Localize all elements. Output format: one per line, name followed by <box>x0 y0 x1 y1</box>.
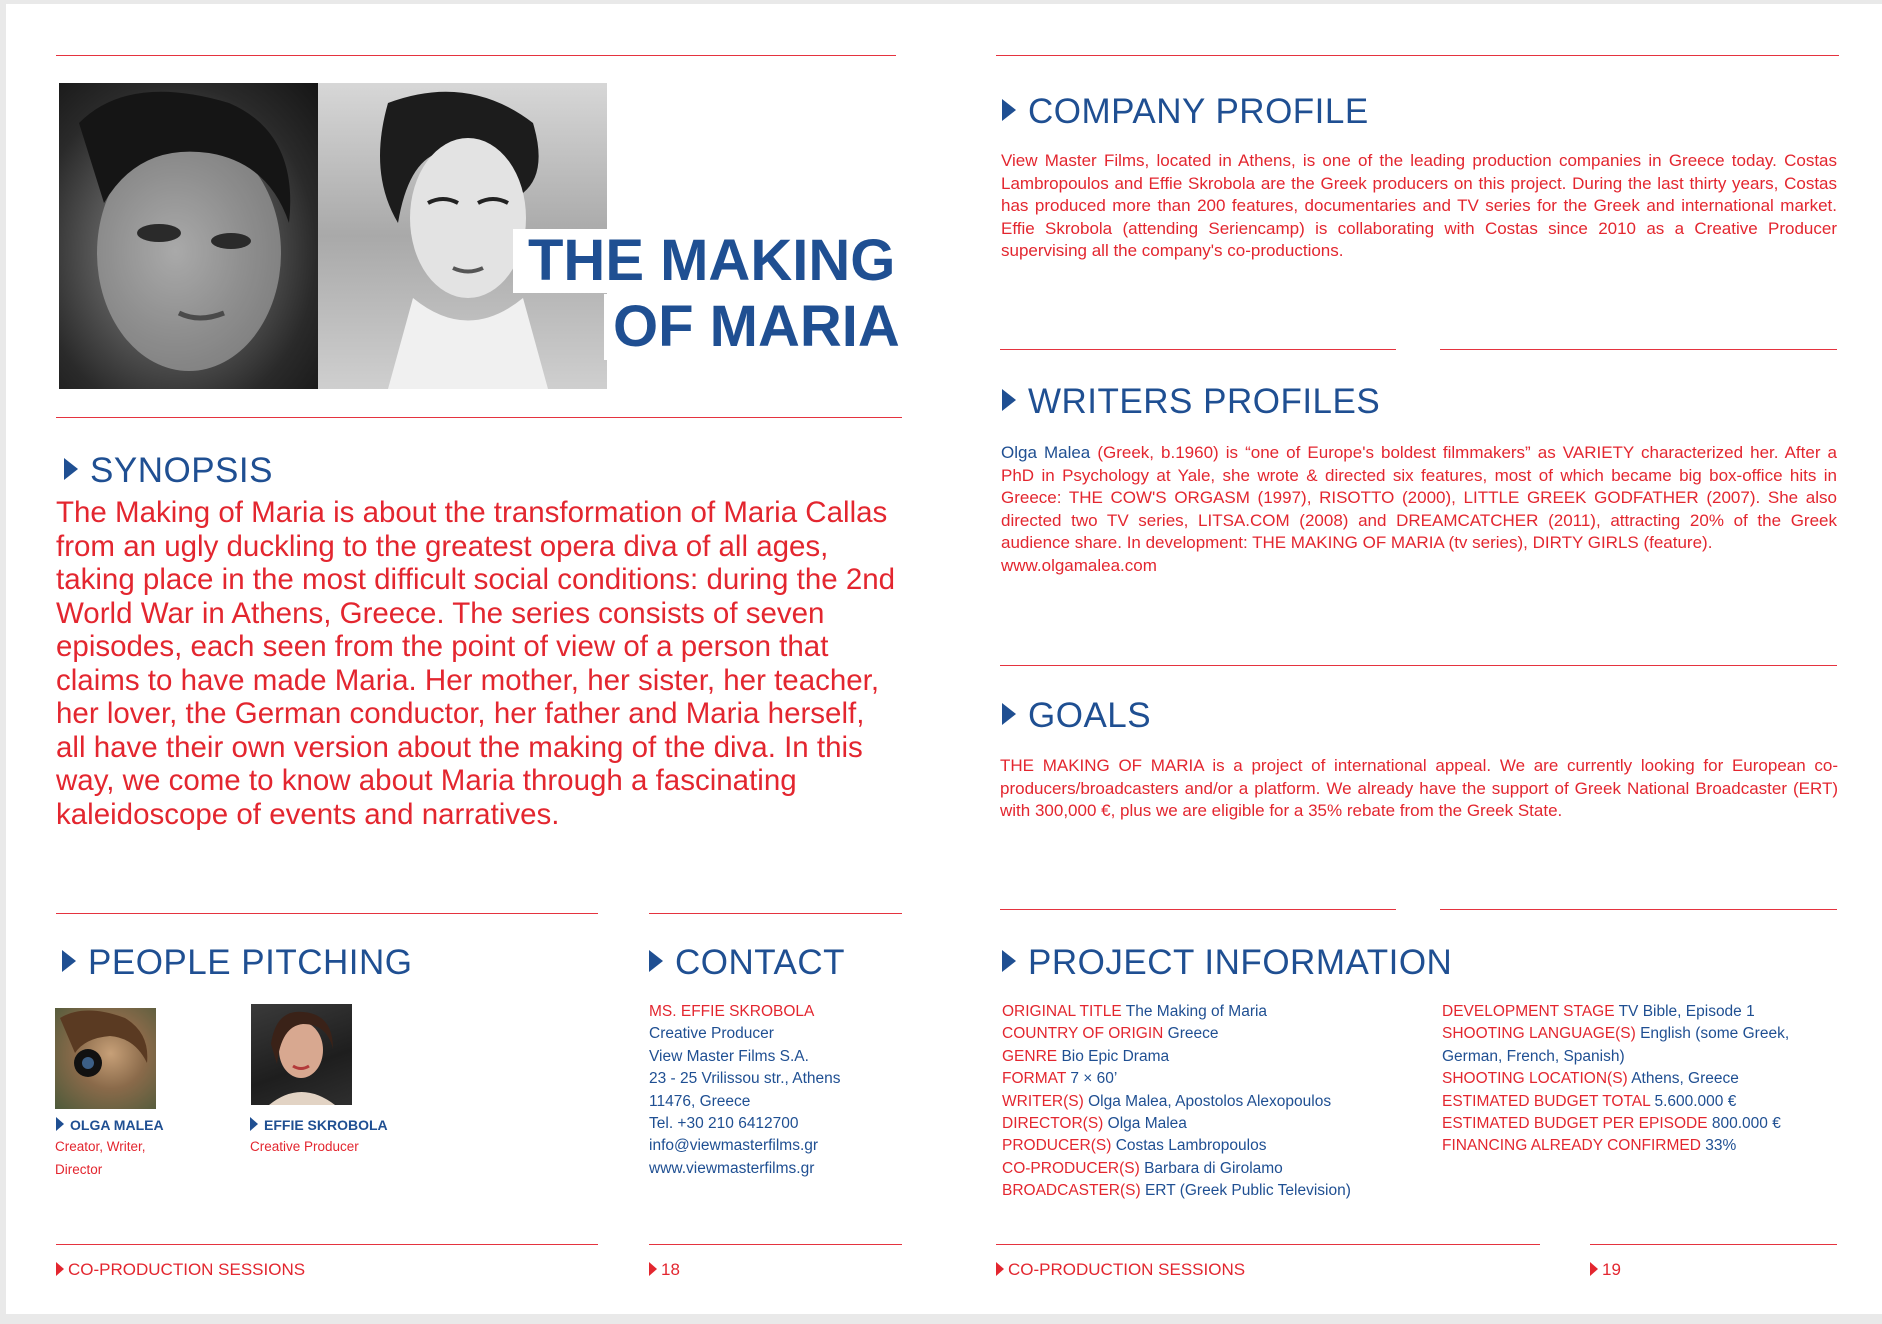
footer-rule-page19 <box>1590 1244 1837 1245</box>
person-role-effie: Creative Producer <box>250 1139 359 1154</box>
triangle-bullet-icon <box>1002 950 1016 972</box>
company-profile-heading: COMPANY PROFILE <box>1002 92 1369 132</box>
info-original-title: ORIGINAL TITLE The Making of Maria <box>1002 1003 1268 1020</box>
info-development-stage: DEVELOPMENT STAGE TV Bible, Episode 1 <box>1442 1003 1755 1020</box>
contact-phone: Tel. +30 210 6412700 <box>649 1115 799 1133</box>
goals-text: THE MAKING OF MARIA is a project of international appeal. We are currently looking for European co-producers/broadcasters and/or a platform. We already have the support of Greek National Broadcaster (ERT) with 300,000 €, plus we are eligible for a 35% rebate from the Greek State. <box>1000 756 1838 820</box>
camera-lens-icon <box>55 1008 156 1109</box>
triangle-bullet-icon <box>1002 99 1016 121</box>
triangle-bullet-icon <box>62 950 76 972</box>
writers-profiles-heading: WRITERS PROFILES <box>1002 382 1380 422</box>
rule-writers-left <box>1000 349 1396 350</box>
info-budget-total: ESTIMATED BUDGET TOTAL 5.600.000 € <box>1442 1092 1737 1110</box>
effie-skrobola-photo <box>251 1004 352 1105</box>
triangle-bullet-icon <box>996 1262 1004 1276</box>
footer-rule-page18 <box>649 1244 902 1245</box>
info-writers: WRITER(S) Olga Malea, Apostolos Alexopoulos <box>1002 1092 1332 1110</box>
triangle-bullet-icon <box>1002 703 1016 725</box>
info-broadcasters: BROADCASTER(S) ERT (Greek Public Television) <box>1002 1182 1351 1200</box>
contact-name: MS. EFFIE SKROBOLA <box>649 1003 815 1020</box>
info-co-producers: CO-PRODUCER(S) Barbara di Girolamo <box>1002 1159 1283 1177</box>
contact-city: 11476, Greece <box>649 1092 751 1110</box>
synopsis-text: The Making of Maria is about the transformation of Maria Callas from an ugly duckling to the greatest opera diva of all ages, taking place in the most difficult social conditions: during the 2nd World War in Athens, Greece. The series consists of seven episodes, each seen from the point of view of a person that claims to have made Maria. Her mother, her sister, her teacher, her lover, the German conductor, her father and Maria herself, all have their own version about the making of the diva. In this way, we come to know about Maria through a fascinating kaleidoscope of events and narratives. <box>56 496 896 831</box>
info-format: FORMAT 7 × 60’ <box>1002 1070 1118 1088</box>
info-financing-confirmed: FINANCING ALREADY CONFIRMED 33% <box>1442 1137 1737 1155</box>
people-pitching-heading: PEOPLE PITCHING <box>62 943 413 983</box>
company-profile-text: View Master Films, located in Athens, is one of the leading production companies in Greece today. Costas Lambropoulos and Effie Skrobola are the Greek producers on this project. During the last thirty years, Costas has produced more than 200 features, documentaries and TV series for the Greek and international market. Effie Skrobola (attending Seriencamp) is collaborating with Costas since 2010 as a Creative Producer supervising all the company's co-productions. <box>1001 151 1837 260</box>
portrait-silhouette-3 <box>251 1004 352 1105</box>
page-number-19: 19 <box>1590 1260 1621 1280</box>
page-number-18: 18 <box>649 1260 680 1280</box>
info-budget-per-episode: ESTIMATED BUDGET PER EPISODE 800.000 € <box>1442 1115 1781 1133</box>
writer-website[interactable]: www.olgamalea.com <box>1001 555 1157 575</box>
info-shooting-language: SHOOTING LANGUAGE(S) English (some Greek, <box>1442 1025 1790 1043</box>
top-rule-left <box>56 55 896 56</box>
title-line-2: OF MARIA <box>613 294 900 359</box>
info-directors: DIRECTOR(S) Olga Malea <box>1002 1115 1187 1133</box>
footer-rule-left <box>56 1244 598 1245</box>
contact-street: 23 - 25 Vrilissou str., Athens <box>649 1070 841 1088</box>
synopsis-heading: SYNOPSIS <box>64 451 273 491</box>
rule-people-pitching <box>56 913 598 914</box>
info-shooting-location: SHOOTING LOCATION(S) Athens, Greece <box>1442 1070 1739 1088</box>
top-rule-right <box>996 55 1839 56</box>
triangle-bullet-icon <box>1002 389 1016 411</box>
person-name-effie: EFFIE SKROBOLA <box>250 1117 388 1133</box>
footer-right-label: CO-PRODUCTION SESSIONS <box>996 1260 1245 1280</box>
olga-malea-photo <box>55 1008 156 1109</box>
writer-name: Olga Malea <box>1001 443 1091 462</box>
person-role-olga: Creator, Writer, Director <box>55 1139 146 1177</box>
rule-below-title <box>56 417 902 418</box>
project-info-right-list <box>1442 1001 1789 1158</box>
triangle-bullet-icon <box>56 1117 64 1131</box>
maria-portrait-photo-1 <box>59 83 318 389</box>
rule-goals <box>1000 665 1837 666</box>
writers-profile-text: Olga Malea (Greek, b.1960) is “one of Europe's boldest filmmakers” as VARIETY characterized her. After a PhD in Psychology at Yale, she wrote & directed six features, most of which became big box-office hits in Greece: THE COW'S ORGASM (1997), RISOTTO (2000), LITTLE GREEK GODFATHER (2007). She also directed two TV series, LITSA.COM (2008) and DREAMCATCHER (2011), attracting 20% of the Greek audience share. In development: THE MAKING OF MARIA (tv series), DIRTY GIRLS (feature). www.olgamalea.com <box>1001 443 1837 575</box>
goals-heading: GOALS <box>1002 696 1151 736</box>
brochure-spread <box>6 4 1882 1314</box>
project-information-heading: PROJECT INFORMATION <box>1002 943 1452 983</box>
rule-project-right <box>1440 909 1837 910</box>
rule-project-left <box>1000 909 1396 910</box>
person-name-olga: OLGA MALEA <box>56 1117 164 1133</box>
triangle-bullet-icon <box>649 950 663 972</box>
triangle-bullet-icon <box>649 1262 657 1276</box>
triangle-bullet-icon <box>64 458 78 480</box>
contact-block <box>649 1001 841 1180</box>
info-genre: GENRE Bio Epic Drama <box>1002 1047 1170 1065</box>
triangle-bullet-icon <box>56 1262 64 1276</box>
triangle-bullet-icon <box>250 1117 258 1131</box>
footer-left-label: CO-PRODUCTION SESSIONS <box>56 1260 305 1280</box>
footer-rule-right <box>996 1244 1540 1245</box>
contact-role: Creative Producer <box>649 1025 774 1043</box>
contact-website[interactable]: www.viewmasterfilms.gr <box>649 1159 815 1177</box>
info-shooting-language-cont: German, French, Spanish) <box>1442 1047 1625 1065</box>
title-line-1: THE MAKING <box>528 228 896 293</box>
portrait-silhouette-1 <box>59 83 318 389</box>
contact-email[interactable]: info@viewmasterfilms.gr <box>649 1137 819 1155</box>
triangle-bullet-icon <box>1590 1262 1598 1276</box>
rule-contact <box>649 913 902 914</box>
contact-heading: CONTACT <box>649 943 845 983</box>
project-info-left-list <box>1002 1001 1351 1203</box>
contact-company: View Master Films S.A. <box>649 1047 809 1065</box>
rule-writers-right <box>1440 349 1837 350</box>
info-country: COUNTRY OF ORIGIN Greece <box>1002 1025 1219 1043</box>
info-producers: PRODUCER(S) Costas Lambropoulos <box>1002 1137 1267 1155</box>
